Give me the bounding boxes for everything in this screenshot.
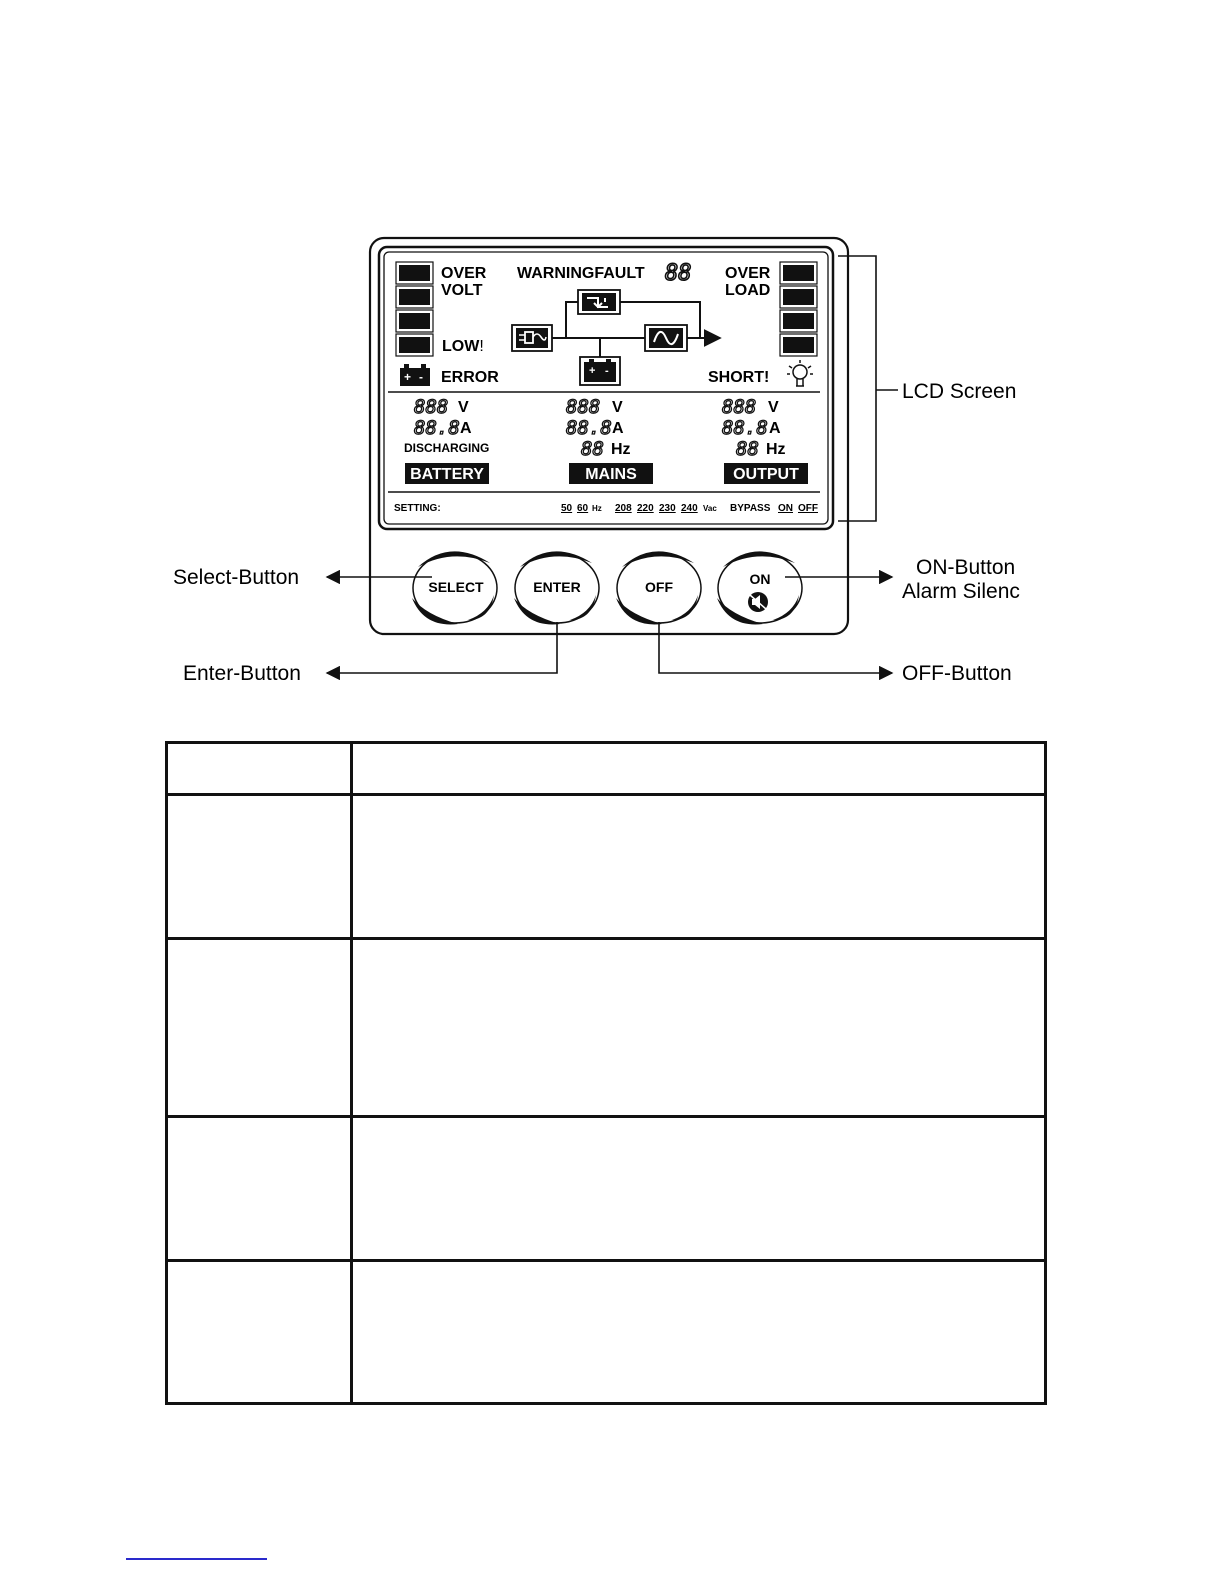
output-current-digits: 88.8 bbox=[722, 417, 768, 439]
table-row bbox=[167, 1261, 1046, 1404]
enter-button-callout: Enter-Button bbox=[183, 662, 301, 685]
svg-text:-: - bbox=[605, 365, 609, 377]
battery-voltage-unit: V bbox=[458, 399, 469, 416]
callout-lines bbox=[327, 577, 892, 673]
table-cell bbox=[352, 939, 1046, 1117]
off-button[interactable] bbox=[616, 551, 701, 624]
table-cell bbox=[352, 795, 1046, 939]
on-button-label: ON bbox=[749, 571, 771, 587]
battery-error-icon bbox=[400, 364, 430, 386]
battery-label: BATTERY bbox=[410, 466, 484, 483]
over-load-label-1: OVER bbox=[725, 265, 771, 282]
table-cell bbox=[352, 743, 1046, 795]
mains-current-unit: A bbox=[612, 420, 624, 437]
select-button-label: SELECT bbox=[428, 579, 484, 595]
table-cell bbox=[167, 939, 352, 1117]
table-cell bbox=[167, 1117, 352, 1261]
setting-vac-220: 220 bbox=[637, 503, 654, 514]
over-volt-label-2: VOLT bbox=[441, 282, 483, 299]
on-button[interactable] bbox=[717, 551, 802, 624]
warning-fault-label: WARNINGFAULT bbox=[517, 265, 645, 282]
mains-voltage-digits: 888 bbox=[566, 396, 601, 418]
lcd-screen-callout: LCD Screen bbox=[902, 380, 1017, 403]
discharging-label: DISCHARGING bbox=[404, 441, 490, 455]
off-button-label: OFF bbox=[645, 579, 673, 595]
bulb-icon bbox=[787, 360, 813, 386]
select-button[interactable] bbox=[412, 551, 497, 624]
setting-vac-208: 208 bbox=[615, 503, 632, 514]
inverter-wave-icon bbox=[645, 325, 687, 351]
enter-button[interactable] bbox=[514, 551, 599, 624]
table-cell bbox=[167, 743, 352, 795]
load-level-bars bbox=[780, 262, 817, 356]
short-label: SHORT! bbox=[708, 369, 770, 386]
table-row bbox=[167, 795, 1046, 939]
table-row bbox=[167, 1117, 1046, 1261]
setting-bypass-off: OFF bbox=[798, 503, 818, 514]
output-voltage-unit: V bbox=[768, 399, 779, 416]
table-cell bbox=[167, 795, 352, 939]
over-load-label-2: LOAD bbox=[725, 282, 771, 299]
battery-voltage-digits: 888 bbox=[414, 396, 449, 418]
footnote-link-underline[interactable] bbox=[126, 1558, 267, 1560]
svg-text:+: + bbox=[404, 370, 412, 384]
off-button-callout: OFF-Button bbox=[902, 662, 1012, 685]
svg-text:-: - bbox=[419, 370, 423, 384]
setting-hz-unit: Hz bbox=[592, 504, 602, 513]
mains-voltage-unit: V bbox=[612, 399, 623, 416]
table-row bbox=[167, 743, 1046, 795]
output-frequency-unit: Hz bbox=[766, 441, 786, 458]
low-label: LOW! bbox=[442, 338, 484, 355]
input-level-bars bbox=[396, 262, 433, 356]
alarm-silence-callout: Alarm Silenc bbox=[902, 580, 1020, 603]
select-button-callout: Select-Button bbox=[173, 566, 300, 589]
setting-vac-240: 240 bbox=[681, 503, 698, 514]
error-label: ERROR bbox=[441, 369, 499, 386]
button-description-table bbox=[165, 741, 1047, 1405]
setting-bypass-label: BYPASS bbox=[730, 503, 771, 514]
mute-speaker-icon bbox=[748, 592, 768, 612]
table-cell bbox=[167, 1261, 352, 1404]
setting-bypass-on: ON bbox=[778, 503, 793, 514]
setting-hz-60: 60 bbox=[577, 503, 589, 514]
output-frequency-digits: 88 bbox=[736, 438, 759, 460]
mains-label: MAINS bbox=[585, 466, 637, 483]
table-cell bbox=[352, 1261, 1046, 1404]
battery-current-unit: A bbox=[460, 420, 472, 437]
on-button-callout: ON-Button bbox=[916, 556, 1016, 579]
fault-code-digits: 88 bbox=[665, 261, 692, 286]
battery-path-icon bbox=[580, 357, 620, 385]
battery-current-digits: 88.8 bbox=[414, 417, 460, 439]
bypass-icon bbox=[578, 290, 620, 314]
setting-hz-50: 50 bbox=[561, 503, 573, 514]
mains-current-digits: 88.8 bbox=[566, 417, 612, 439]
table-cell bbox=[352, 1117, 1046, 1261]
over-volt-label-1: OVER bbox=[441, 265, 487, 282]
output-label: OUTPUT bbox=[733, 466, 799, 483]
setting-vac-230: 230 bbox=[659, 503, 676, 514]
output-voltage-digits: 888 bbox=[722, 396, 757, 418]
setting-label: SETTING: bbox=[394, 503, 441, 514]
mains-plug-icon bbox=[512, 325, 552, 351]
ups-panel-diagram bbox=[0, 0, 1225, 740]
setting-vac-unit: Vac bbox=[703, 504, 717, 513]
setting-row bbox=[394, 503, 818, 514]
svg-text:+: + bbox=[589, 365, 596, 377]
output-current-unit: A bbox=[769, 420, 781, 437]
mains-frequency-digits: 88 bbox=[581, 438, 604, 460]
table-row bbox=[167, 939, 1046, 1117]
mains-frequency-unit: Hz bbox=[611, 441, 631, 458]
enter-button-label: ENTER bbox=[533, 579, 581, 595]
crop-edge bbox=[1029, 540, 1089, 610]
